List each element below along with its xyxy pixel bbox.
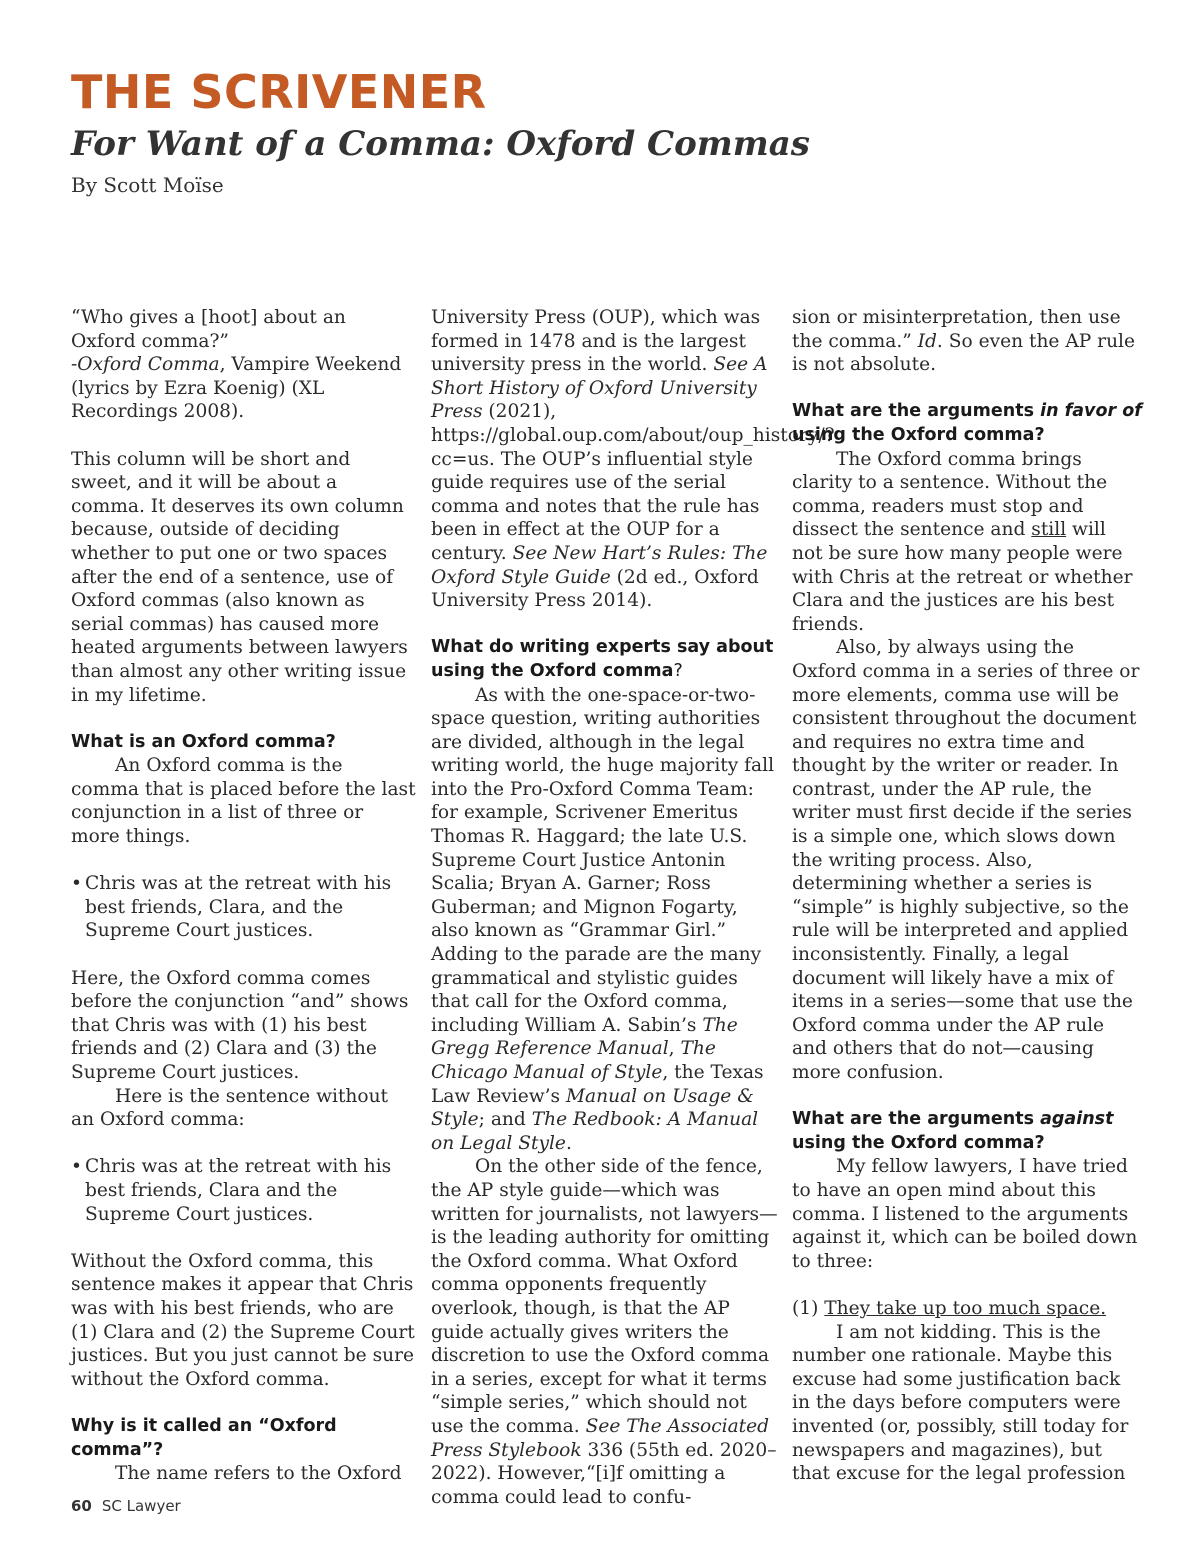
heading-text: What are the arguments xyxy=(792,401,1041,422)
underlined-word: still xyxy=(1031,519,1067,541)
citation: See The Associated Press Stylebook xyxy=(431,1415,770,1461)
heading-text: using the Oxford comma? xyxy=(792,1132,1045,1153)
heading-in-favor xyxy=(792,400,1142,447)
favor-paragraph-1 xyxy=(792,448,1142,637)
citation: Id xyxy=(917,330,937,352)
heading-text: What do writing experts say about using the Oxford comma xyxy=(431,637,774,681)
citation: The Chicago Manual of Style xyxy=(431,1038,716,1083)
heading-text: using the Oxford comma? xyxy=(792,424,1045,445)
byline: By Scott Moïse xyxy=(71,173,224,197)
here-paragraph: Here, the Oxford comma comes before the conjunction “and” shows that Chris was with (1) his best friends and (2) Clara and (3) the Supreme Court justices. xyxy=(71,967,409,1083)
column-3 xyxy=(792,306,1142,1486)
page-footer xyxy=(71,1494,181,1518)
text-run: (2021), https://global.oup.com/about/oup_history/?cc=us. The OUP’s influential style guide requires use of the serial comma and notes that the rule has been in effect at the OUP for a century. xyxy=(431,401,835,564)
heading-experts xyxy=(431,636,781,683)
epigraph-source xyxy=(71,353,416,424)
why-paragraph: The name refers to the Oxford xyxy=(115,1463,402,1485)
epigraph-credit: , Vampire Weekend (lyrics by Ezra Koenig) (XL Recordings 2008). xyxy=(71,354,402,423)
text-run: ; and xyxy=(478,1109,532,1131)
text-run: 336 (55th ed. 2020–2022). However,“[i]f omitting a comma could lead to confu- xyxy=(431,1439,777,1508)
text-run: . So even the AP rule is not absolute. xyxy=(792,330,1135,376)
heading-text: What are the arguments xyxy=(792,1109,1041,1130)
epigraph-song-title: Oxford Comma xyxy=(77,354,220,376)
bullet-text: Chris was at the retreat with his best friends, Clara and the Supreme Court justices. xyxy=(85,1156,392,1225)
heading-what-is: What is an Oxford comma? xyxy=(71,731,336,752)
bullet-text: Chris was at the retreat with his best friends, Clara, and the Supreme Court justices. xyxy=(85,873,392,942)
text-run: The Oxford comma brings clarity to a sentence. Without the comma, readers must stop and dissect the sentence and xyxy=(792,448,1108,541)
text-run: On the other side of the fence, the AP style guide—which was written for journalists, not lawyers—is the leading authority for omitting the Oxford comma. What Oxford comma opponents frequently overlook, though, is that the AP guide actually gives writers the discretion to use the Oxford comma in a series, except for what it terms “simple series,” which should not use the comma. xyxy=(431,1156,778,1437)
text-run: (2d ed., Oxford University Press 2014). xyxy=(431,566,759,612)
bullet-mark: • xyxy=(71,873,82,895)
argument-title: They take up too much space. xyxy=(824,1297,1107,1319)
space-paragraph: I am not kidding. This is the number one rationale. Maybe this excuse had some justification back in the days before computers were invented (or, possibly, still today for newspapers and magazines), but that excuse for the legal profession xyxy=(792,1321,1129,1485)
page-number: 60 xyxy=(71,1497,92,1515)
article-title: For Want of a Comma: Oxford Commas xyxy=(71,124,810,164)
heading-why-called: Why is it called an “Oxford comma”? xyxy=(71,1415,337,1460)
favor-paragraph-2: Also, by always using the Oxford comma in a series of three or more elements, comma use will be consistent throughout the document and requires no extra time and thought by the writer or reader. In contrast, under the AP rule, the writer must first decide if the series is a simple one, which slows down the writing process. Also, determining whether a series is “simple” is highly subjective, so the rule will be interpreted and applied inconsistently. Finally, a legal document will likely have a mix of items in a series—some that use the Oxford comma under the AP rule and others that do not—causing more confusion. xyxy=(792,637,1140,1083)
experts-paragraph xyxy=(431,684,781,1156)
text-run: will not be sure how many people were with Chris at the retreat or whether Clara and the justices are his best friends. xyxy=(792,519,1133,635)
fence-paragraph xyxy=(431,1155,781,1509)
citation: See New Hart’s Rules: The Oxford Style Guide xyxy=(431,542,768,588)
without-paragraph: Without the Oxford comma, this sentence makes it appear that Chris was with his best friends, who are (1) Clara and (2) the Supreme Court justices. But you just cannot be sure without the Oxford comma. xyxy=(71,1250,415,1390)
heading-against xyxy=(792,1108,1142,1155)
oup-paragraph xyxy=(431,306,835,613)
text-run: As with the one-space-or-two-space question, writing authorities are divided, although in the legal writing world, the huge majority fall into the Pro-Oxford Comma Team: for example, Scrivener Emeritus Thomas R. Haggard; the late U.S. Supreme Court Justice Antonin Scalia; Bryan A. Garner; Ross Guberman; and Mignon Fogarty, also known as “Grammar Girl.” Adding to the parade are the many grammatical and stylistic guides that call for the Oxford comma, including William A. Sabin’s xyxy=(431,684,775,1036)
masthead xyxy=(71,64,1131,200)
what-is-paragraph: An Oxford comma is the comma that is placed before the last conjunction in a list of three or more things. xyxy=(71,755,416,848)
section-kicker: THE SCRIVENER xyxy=(71,65,487,119)
here-without-paragraph: Here is the sentence without an Oxford comma: xyxy=(71,1085,389,1131)
text-run: , the Texas Law Review’s xyxy=(431,1062,764,1107)
publication-name: SC Lawyer xyxy=(101,1497,181,1515)
citation: The Redbook: A Manual on Legal Style xyxy=(431,1109,759,1154)
column-1 xyxy=(71,306,416,1486)
citation: See A Short History of Oxford University Press xyxy=(431,354,768,423)
ap-continuation-paragraph xyxy=(792,306,1142,377)
text-run: sion or misinterpretation, then use the comma.” xyxy=(792,307,1121,352)
column-2 xyxy=(431,306,835,1509)
citation: The Gregg Reference Manual xyxy=(431,1014,738,1060)
against-paragraph: My fellow lawyers, I have tried to have an open mind about this comma. I listened to the arguments against it, which can be boiled down to three: xyxy=(792,1156,1138,1272)
intro-paragraph: This column will be short and sweet, and it will be about a comma. It deserves its own column because, outside of deciding whether to put one or two spaces after the end of a sentence, use of Oxford commas (also known as serial commas) has caused more heated arguments between lawyers than almost any other writing issue in my lifetime. xyxy=(71,448,408,706)
text-run: . xyxy=(565,1132,572,1154)
text-run: University Press (OUP), which was formed in 1478 and is the largest university press in the world. xyxy=(431,307,761,376)
example-bullet-with-comma xyxy=(71,872,416,943)
heading-emphasis: against xyxy=(1040,1109,1114,1130)
heading-question-mark: ? xyxy=(673,660,683,681)
text-run: , xyxy=(668,1038,681,1060)
epigraph-quote: “Who gives a [hoot] about an Oxford comma?” xyxy=(71,307,346,352)
argument-1-label xyxy=(792,1297,1142,1321)
list-number: (1) xyxy=(792,1297,825,1319)
citation: Manual on Usage & Style xyxy=(431,1085,754,1131)
heading-emphasis: in favor of xyxy=(1040,401,1142,422)
example-bullet-without-comma xyxy=(71,1155,416,1226)
bullet-mark: • xyxy=(71,1156,82,1178)
epigraph-prefix: - xyxy=(71,354,78,376)
